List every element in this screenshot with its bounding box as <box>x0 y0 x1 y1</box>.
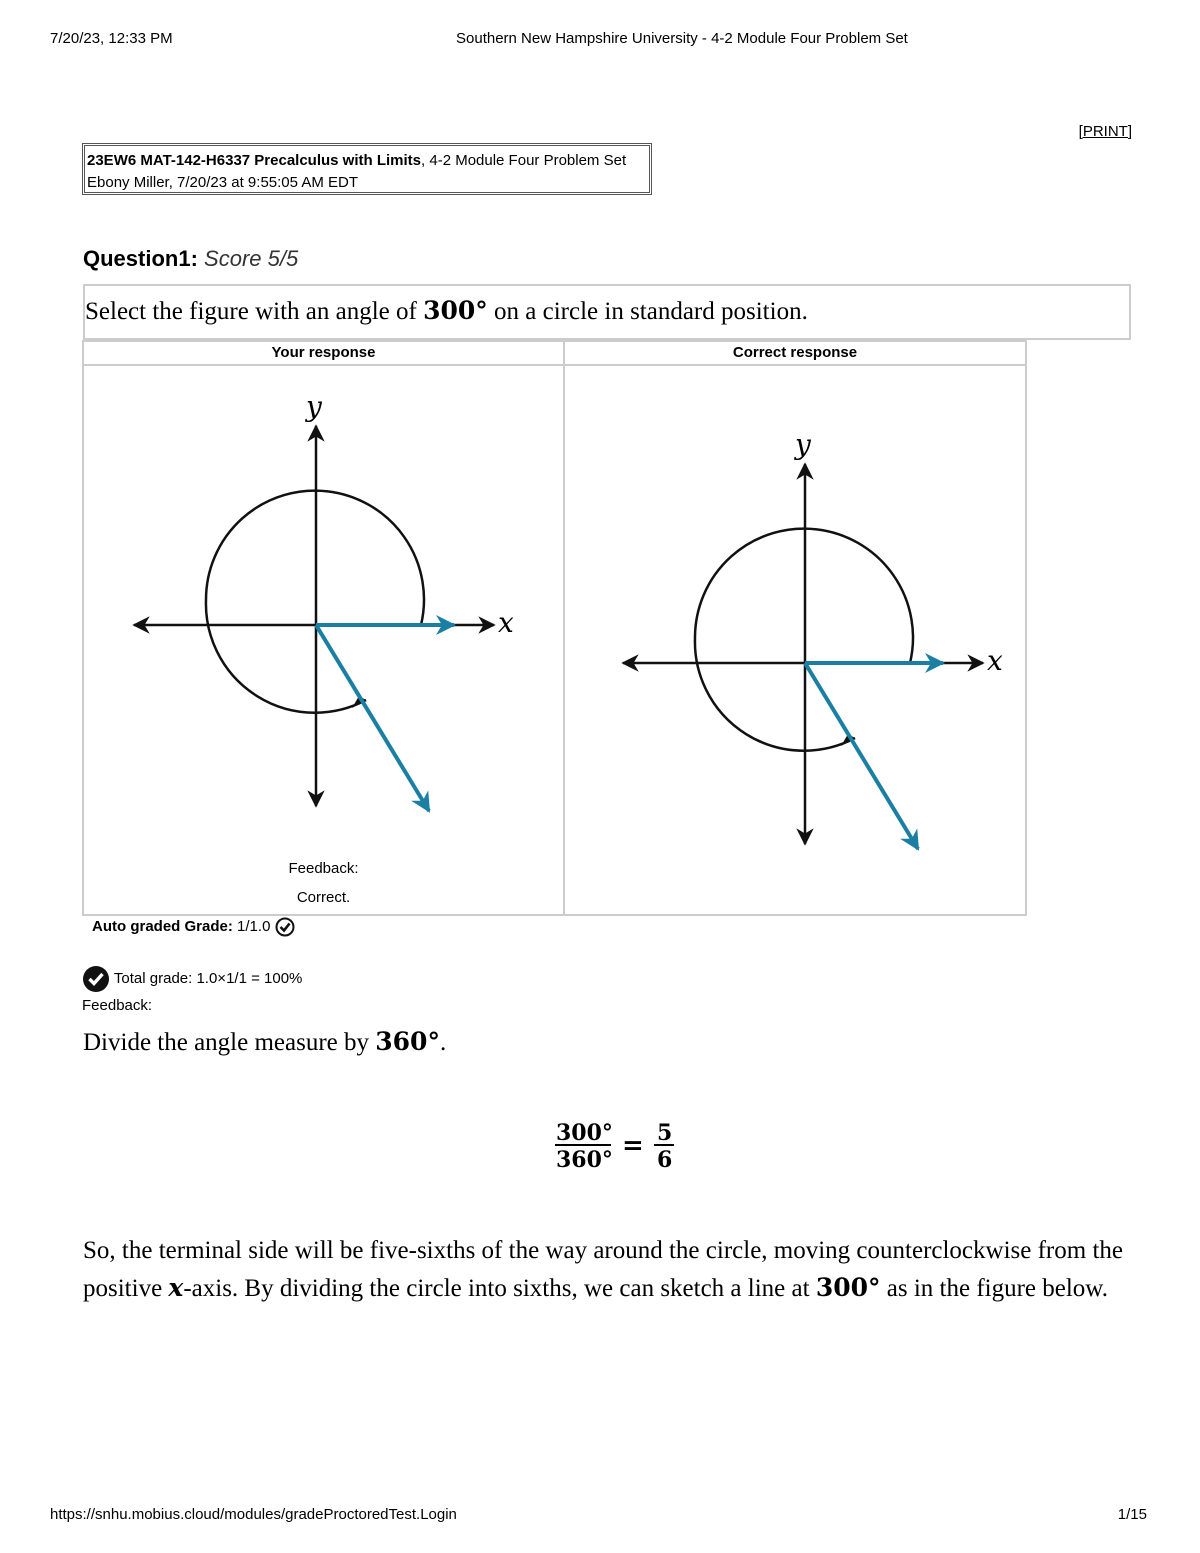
print-url: https://snhu.mobius.cloud/modules/gradeProctoredTest.Login <box>50 1506 457 1523</box>
response-table <box>82 340 1027 916</box>
para-part-1: So, the terminal side will be five-sixths of the way around the circle, moving counterclockwise from the positive <box>83 1237 1123 1302</box>
print-datetime: 7/20/23, 12:33 PM <box>50 30 173 47</box>
para-part-2: -axis. By dividing the circle into sixths, we can sketch a line at <box>183 1275 810 1302</box>
prompt-text-after: on a circle in standard position. <box>494 298 808 325</box>
print-page-title: Southern New Hampshire University - 4-2 Module Four Problem Set <box>456 30 908 47</box>
feedback-label: Feedback: <box>82 997 153 1014</box>
check-circle-filled-icon <box>82 965 110 993</box>
explanation-paragraph <box>83 1232 1143 1307</box>
auto-grade-line <box>92 917 295 937</box>
equals-sign: = <box>622 1131 644 1161</box>
divide-angle: 360° <box>375 1027 440 1056</box>
course-info-box <box>82 143 652 195</box>
response-feedback-label: Feedback: <box>288 860 359 877</box>
grade-label: Grade: <box>184 917 233 935</box>
total-grade-line <box>82 965 302 993</box>
correct-response-header: Correct response <box>565 342 1025 366</box>
question-colon: : <box>190 246 198 271</box>
response-feedback-value: Correct. <box>296 889 351 906</box>
result-denominator: 6 <box>657 1147 673 1173</box>
question-label: Question1 <box>83 246 191 271</box>
para-variable: x <box>168 1273 184 1302</box>
divide-text: Divide the angle measure by <box>83 1029 370 1056</box>
y-axis-label: y <box>306 390 322 423</box>
terminal-side <box>316 625 429 811</box>
fraction-numerator: 300° <box>556 1120 613 1146</box>
fraction-equation <box>553 1116 683 1176</box>
x-axis-label: x <box>498 606 514 639</box>
correct-response-figure <box>565 366 1025 918</box>
grade-value: 1/1.0 <box>237 917 271 935</box>
page-number: 1/15 <box>1117 1506 1147 1523</box>
question-score: Score 5/5 <box>204 246 299 271</box>
your-response-figure <box>84 366 563 918</box>
check-circle-icon <box>275 917 295 937</box>
para-angle: 300° <box>815 1273 881 1302</box>
y-axis-label: y <box>795 428 811 461</box>
question-title <box>83 246 298 272</box>
terminal-side <box>805 663 918 849</box>
assignment-name: , 4-2 Module Four Problem Set <box>421 152 627 169</box>
total-grade-text: Total grade: 1.0×1/1 = 100% <box>113 969 303 987</box>
question-prompt <box>85 296 808 326</box>
prompt-angle: 300° <box>423 296 488 325</box>
result-numerator: 5 <box>657 1120 673 1146</box>
divide-end: . <box>439 1029 447 1056</box>
student-line: Ebony Miller, 7/20/23 at 9:55:05 AM EDT <box>87 174 358 191</box>
para-part-3: as in the figure below. <box>886 1275 1108 1302</box>
course-name: 23EW6 MAT-142-H6337 Precalculus with Limits <box>87 152 422 169</box>
prompt-text-before: Select the figure with an angle of <box>85 298 417 325</box>
fraction-denominator: 360° <box>556 1147 613 1173</box>
auto-graded-label: Auto graded <box>92 917 181 935</box>
divide-instruction <box>83 1027 446 1057</box>
your-response-header: Your response <box>84 342 563 366</box>
print-link[interactable]: [PRINT] <box>1078 123 1132 140</box>
x-axis-label: x <box>987 644 1003 677</box>
